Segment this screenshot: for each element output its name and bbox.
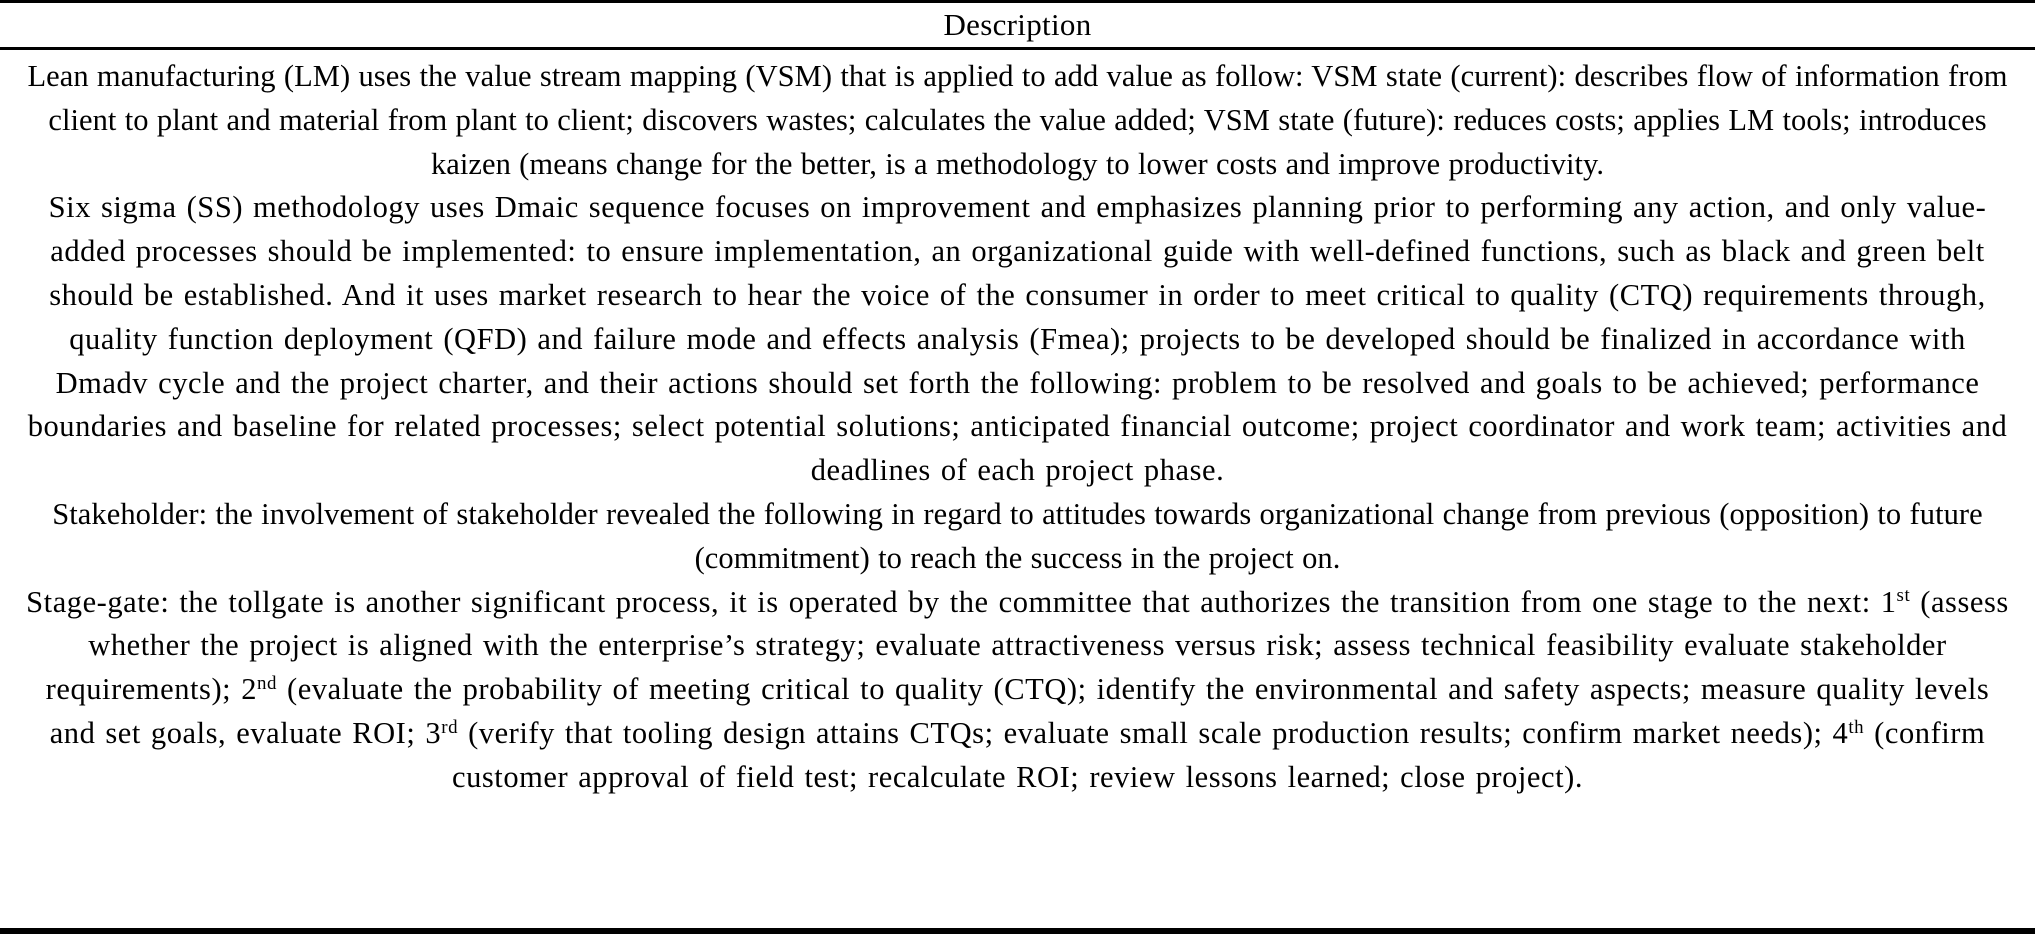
table-header-description: Description [943, 7, 1092, 42]
paragraph-stage-gate: Stage-gate: the tollgate is another significant process, it is operated by the committee that authorizes the transition from one stage to the next: 1st (assess whether the project is aligned with the enterprise’s strategy; evaluate attractiveness versus risk; assess technical feasibility evaluate stakeholder requirements); 2nd (evaluate the probability of meeting critical to quality (CTQ); identify the environmental and safety aspects; measure quality levels and set goals, evaluate ROI; 3rd (verify that tooling design attains CTQs; evaluate small scale production results; confirm market needs); 4th (confirm customer approval of field test; recalculate ROI; review lessons learned; close project). [26, 584, 2009, 794]
table-header-row [0, 3, 2035, 50]
table-body [0, 50, 2035, 928]
paragraph-six-sigma: Six sigma (SS) methodology uses Dmaic sequence focuses on improvement and emphasizes planning prior to performing any action, and only value-added processes should be implemented: to ensure implementation, an organizational guide with well-defined functions, such as black and green belt should be established. And it uses market research to hear the voice of the consumer in order to meet critical to quality (CTQ) requirements through, quality function deployment (QFD) and failure mode and effects analysis (Fmea); projects to be developed should be finalized in accordance with Dmadv cycle and the project charter, and their actions should set forth the following: problem to be resolved and goals to be achieved; performance boundaries and baseline for related processes; select potential solutions; anticipated financial outcome; project coordinator and work team; activities and deadlines of each project phase. [27, 190, 2008, 488]
paragraph-lean-manufacturing: Lean manufacturing (LM) uses the value stream mapping (VSM) that is applied to add value as follow: VSM state (current): describes flow of information from client to plant and material from plant to client; discovers wastes; calculates the value added; VSM state (future): reduces costs; applies LM tools; introduces kaizen (means change for the better, is a methodology to lower costs and improve productivity. [27, 59, 2008, 181]
paragraph-stakeholder: Stakeholder: the involvement of stakeholder revealed the following in regard to attitudes towards organizational change from previous (opposition) to future (commitment) to reach the success in the project on. [52, 496, 1983, 575]
